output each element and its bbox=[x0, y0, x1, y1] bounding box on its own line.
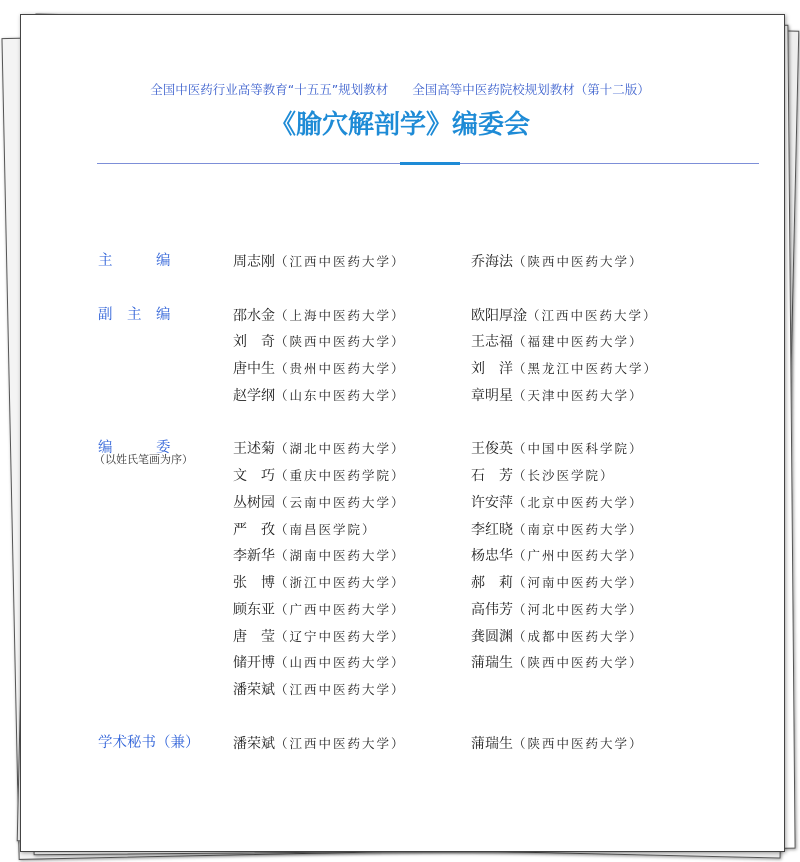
member-affiliation: （天津中医药大学） bbox=[513, 387, 644, 403]
member-affiliation: （湖南中医药大学） bbox=[275, 548, 406, 564]
member-name: 邵水金 bbox=[233, 307, 275, 324]
member-row bbox=[0, 435, 800, 467]
member-name: 蒲瑞生 bbox=[471, 655, 513, 672]
member-entry bbox=[471, 382, 644, 410]
member-name: 蒲瑞生 bbox=[471, 735, 513, 752]
member-row bbox=[0, 676, 800, 703]
series-left: 全国中医药行业高等教育“十五五”规划教材 bbox=[150, 82, 389, 97]
member-affiliation: （辽宁中医药大学） bbox=[275, 628, 406, 644]
member-row bbox=[0, 596, 800, 623]
member-entry bbox=[233, 516, 377, 544]
member-affiliation: （陕西中医药大学） bbox=[513, 735, 644, 751]
member-entry bbox=[471, 248, 644, 276]
member-affiliation: （广西中医药大学） bbox=[275, 601, 406, 617]
member-entry bbox=[233, 489, 406, 517]
member-name: 章明星 bbox=[471, 387, 513, 404]
series-line bbox=[0, 80, 800, 98]
member-name: 李红晓 bbox=[471, 521, 513, 538]
series-right: 全国高等中医药院校规划教材（第十二版） bbox=[412, 82, 650, 97]
member-name: 王俊英 bbox=[471, 441, 513, 458]
member-name: 王述菊 bbox=[233, 441, 275, 458]
member-affiliation: （中国中医科学院） bbox=[513, 441, 644, 457]
section-label: 主 编 bbox=[98, 253, 171, 269]
member-entry bbox=[233, 623, 406, 651]
member-entry bbox=[471, 542, 644, 570]
member-entry bbox=[471, 516, 644, 544]
member-name: 龚圆渊 bbox=[471, 628, 513, 645]
member-row bbox=[0, 623, 800, 650]
member-row bbox=[0, 328, 800, 355]
member-row bbox=[0, 569, 800, 596]
member-name: 刘 洋 bbox=[471, 361, 513, 377]
member-affiliation: （北京中医药大学） bbox=[513, 494, 644, 510]
member-name: 潘荣斌 bbox=[233, 735, 275, 752]
member-affiliation: （福建中医药大学） bbox=[513, 334, 644, 350]
member-name: 郝 莉 bbox=[471, 575, 513, 591]
member-entry bbox=[471, 462, 615, 490]
member-name: 储开博 bbox=[233, 655, 275, 672]
member-name: 高伟芳 bbox=[471, 601, 513, 618]
member-entry bbox=[471, 302, 658, 330]
member-row bbox=[0, 248, 800, 275]
member-row bbox=[0, 302, 800, 329]
divider-accent bbox=[400, 162, 460, 165]
member-affiliation: （贵州中医药大学） bbox=[275, 361, 406, 376]
member-entry bbox=[471, 328, 644, 356]
member-affiliation: （陕西中医药大学） bbox=[513, 254, 644, 269]
member-name: 潘荣斌 bbox=[233, 682, 275, 698]
member-entry bbox=[233, 302, 406, 330]
member-entry bbox=[471, 730, 644, 758]
member-affiliation: （湖北中医药大学） bbox=[275, 441, 406, 457]
member-name: 唐中生 bbox=[233, 361, 275, 377]
member-affiliation: （上海中医药大学） bbox=[275, 307, 406, 323]
member-entry bbox=[233, 462, 406, 490]
member-row bbox=[0, 355, 800, 382]
member-entry bbox=[233, 435, 406, 463]
member-entry bbox=[233, 569, 406, 597]
member-name: 丛树园 bbox=[233, 494, 275, 511]
member-affiliation: （江西中医药大学） bbox=[275, 254, 406, 269]
member-entry bbox=[233, 542, 406, 570]
member-affiliation: （南京中医药大学） bbox=[513, 521, 644, 537]
member-name: 石 芳 bbox=[471, 468, 513, 484]
member-entry bbox=[233, 328, 406, 356]
member-name: 顾东亚 bbox=[233, 601, 275, 618]
member-affiliation: （重庆中医药学院） bbox=[275, 468, 406, 483]
section-label: 学术秘书（兼） bbox=[98, 734, 200, 751]
member-name: 许安萍 bbox=[471, 494, 513, 511]
member-affiliation: （江西中医药大学） bbox=[275, 682, 406, 697]
member-entry bbox=[233, 248, 406, 276]
member-affiliation: （陕西中医药大学） bbox=[275, 334, 406, 350]
member-name: 乔海法 bbox=[471, 254, 513, 270]
member-affiliation: （黑龙江中医药大学） bbox=[513, 361, 659, 376]
member-entry bbox=[233, 649, 406, 677]
member-row bbox=[0, 382, 800, 409]
member-affiliation: （成都中医药大学） bbox=[513, 628, 644, 644]
member-row bbox=[0, 462, 800, 489]
member-entry bbox=[471, 355, 658, 383]
member-affiliation: （南昌医学院） bbox=[275, 521, 377, 537]
member-affiliation: （河北中医药大学） bbox=[513, 601, 644, 617]
member-entry bbox=[471, 649, 644, 677]
member-entry bbox=[233, 382, 406, 410]
member-name: 唐 莹 bbox=[233, 628, 275, 645]
member-affiliation: （广州中医药大学） bbox=[513, 548, 644, 564]
member-entry bbox=[471, 596, 644, 624]
member-affiliation: （浙江中医药大学） bbox=[275, 575, 406, 590]
member-entry bbox=[471, 623, 644, 651]
member-entry bbox=[471, 435, 644, 463]
member-name: 严 孜 bbox=[233, 521, 275, 538]
member-name: 周志刚 bbox=[233, 254, 275, 270]
member-name: 文 巧 bbox=[233, 468, 275, 484]
member-affiliation: （长沙医学院） bbox=[513, 468, 615, 483]
member-affiliation: （江西中医药大学） bbox=[527, 307, 658, 323]
member-name: 王志福 bbox=[471, 334, 513, 351]
member-affiliation: （云南中医药大学） bbox=[275, 494, 406, 510]
member-affiliation: （江西中医药大学） bbox=[275, 735, 406, 751]
member-entry bbox=[471, 569, 644, 597]
member-name: 欧阳厚淦 bbox=[471, 307, 527, 324]
section-note: （以姓氏笔画为序） bbox=[94, 453, 193, 467]
member-row bbox=[0, 516, 800, 543]
member-entry bbox=[233, 596, 406, 624]
member-name: 张 博 bbox=[233, 575, 275, 591]
member-name: 刘 奇 bbox=[233, 334, 275, 351]
section-label: 编 委 bbox=[98, 440, 171, 457]
member-affiliation: （山东中医药大学） bbox=[275, 387, 406, 403]
member-entry bbox=[471, 489, 644, 517]
member-row bbox=[0, 649, 800, 676]
member-row bbox=[0, 730, 800, 757]
member-affiliation: （陕西中医药大学） bbox=[513, 655, 644, 671]
page-title: 《腧穴解剖学》编委会 bbox=[269, 110, 530, 140]
member-name: 杨忠华 bbox=[471, 548, 513, 565]
member-entry bbox=[233, 730, 406, 758]
member-entry bbox=[233, 355, 406, 383]
member-entry bbox=[233, 676, 406, 704]
member-affiliation: （河南中医药大学） bbox=[513, 575, 644, 590]
member-name: 赵学纲 bbox=[233, 387, 275, 404]
section-label: 副 主 编 bbox=[98, 306, 171, 323]
member-affiliation: （山西中医药大学） bbox=[275, 655, 406, 671]
member-name: 李新华 bbox=[233, 548, 275, 565]
member-row bbox=[0, 542, 800, 569]
member-row bbox=[0, 489, 800, 516]
